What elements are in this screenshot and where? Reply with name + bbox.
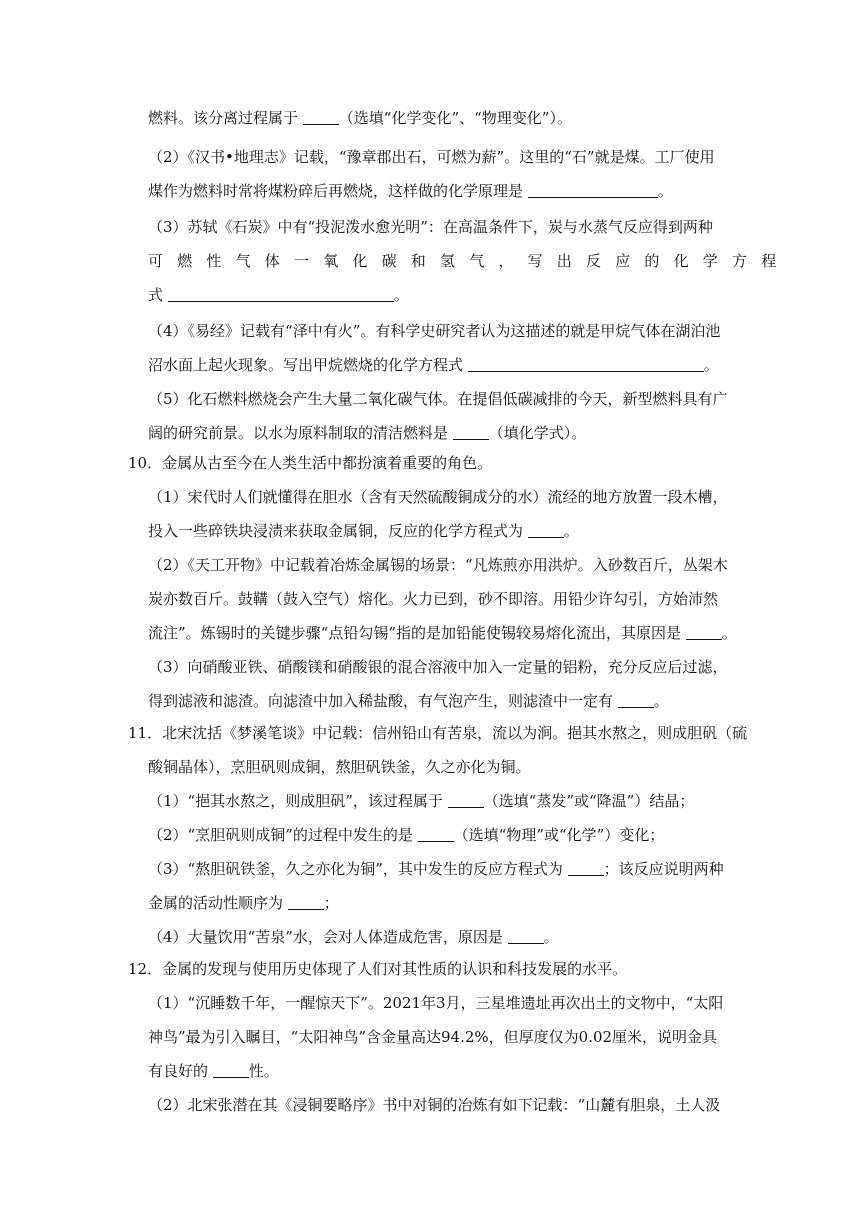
text-line: 金属的活动性顺序为 ； — [148, 894, 339, 912]
text-line: 得到滤液和滤渣。向滤渣中加入稀盐酸，有气泡产生，则滤渣中一定有 。 — [148, 692, 669, 710]
text-line: 炭亦数百斤。鼓鞲（鼓入空气）熔化。火力已到，砂不即溶。用铅少许勾引，方始沛然 — [148, 590, 719, 608]
text-line: 可燃性气体一氧化碳和氢气，写出反应的化学方程 — [148, 252, 791, 270]
text-line: （4）大量饮用“苦泉”水，会对人体造成危害，原因是 。 — [148, 928, 559, 946]
text-line: （1）“沉睡数千年，一醒惊天下”。2021年3月，三星堆遗址再次出土的文物中，“太阳 — [148, 994, 724, 1012]
text-line: （5）化石燃料燃烧会产生大量二氧化碳气体。在提倡低碳减排的今天，新型燃料具有广 — [148, 390, 728, 408]
answer-blank[interactable] — [528, 181, 658, 198]
text-line: （3）“熬胆矾铁釜，久之亦化为铜”，其中发生的反应方程式为 ；该反应说明两种 — [148, 860, 724, 878]
text-line: 煤作为燃料时常将煤粉碎后再燃烧，这样做的化学原理是 。 — [148, 182, 673, 200]
text-line: （2）“烹胆矾则成铜”的过程中发生的是 （选填“物理”或“化学”）变化； — [148, 826, 665, 844]
text-line: 沼水面上起火现象。写出甲烷燃烧的化学方程式 。 — [148, 356, 719, 374]
answer-blank[interactable] — [528, 521, 564, 538]
answer-blank[interactable] — [448, 791, 484, 808]
answer-blank[interactable] — [568, 859, 604, 876]
answer-blank[interactable] — [303, 108, 339, 125]
question-11-stem: 11．北宋沈括《梦溪笔谈》中记载：信州铅山有苦泉，流以为涧。挹其水熬之，则成胆矾（硫 — [128, 724, 748, 742]
text-line: 酸铜晶体），烹胆矾则成铜，熬胆矾铁釜，久之亦化为铜。 — [148, 758, 531, 776]
question-12-stem: 12．金属的发现与使用历史体现了人们对其性质的认识和科技发展的水平。 — [128, 960, 628, 978]
answer-blank[interactable] — [168, 285, 394, 302]
answer-blank[interactable] — [686, 623, 722, 640]
text-line: （2）《天工开物》中记载着冶炼金属锡的场景：“凡炼煎亦用洪炉。入砂数百斤，丛架木 — [148, 556, 728, 574]
answer-blank[interactable] — [213, 1061, 249, 1078]
text-line: 燃料。该分离过程属于 （选填“化学变化”、“物理变化”）。 — [148, 109, 572, 127]
text-line: （2）北宋张潜在其《浸铜要略序》书中对铜的冶炼有如下记载：“山麓有胆泉，土人汲 — [148, 1096, 721, 1114]
text-line: （1）宋代时人们就懂得在胆水（含有天然硫酸铜成分的水）流经的地方放置一段木槽， — [148, 488, 728, 506]
answer-blank[interactable] — [288, 893, 324, 910]
answer-blank[interactable] — [508, 927, 544, 944]
text-line: （3）苏轼《石炭》中有“投泥泼水愈光明”：在高温条件下，炭与水蒸气反应得到两种 — [148, 218, 713, 236]
text-line: 式 。 — [148, 286, 409, 304]
question-10-stem: 10．金属从古至今在人类生活中都扮演着重要的角色。 — [128, 454, 493, 472]
text-line: 神鸟”最为引入瞩目，“太阳神鸟”含金量高达94.2%，但厚度仅为0.02厘米，说明金具 — [148, 1028, 718, 1046]
text-line: 有良好的 性。 — [148, 1062, 279, 1080]
answer-blank[interactable] — [618, 691, 654, 708]
text-line: 投入一些碎铁块浸渍来获取金属铜，反应的化学方程式为 。 — [148, 522, 579, 540]
answer-blank[interactable] — [453, 423, 489, 440]
answer-blank[interactable] — [468, 355, 704, 372]
text-line: （1）“挹其水熬之，则成胆矾”，该过程属于 （选填“蒸发”或“降温”）结晶； — [148, 792, 695, 810]
answer-blank[interactable] — [418, 825, 454, 842]
text-line: 阔的研究前景。以水为原料制取的清洁燃料是 （填化学式）。 — [148, 424, 587, 442]
text-line: 流注”。炼锡时的关键步骤“点铅勾锡”指的是加铅能使锡较易熔化流出，其原因是 。 — [148, 624, 737, 642]
text-line: （4）《易经》记载有“泽中有火”。有科学史研究者认为这描述的就是甲烷气体在湖泊池 — [148, 322, 721, 340]
text-line: （2）《汉书•地理志》记载，“豫章郡出石，可燃为薪”。这里的“石”就是煤。工厂使用 — [148, 148, 715, 166]
text-line: （3）向硝酸亚铁、硝酸镁和硝酸银的混合溶液中加入一定量的铝粉，充分反应后过滤， — [148, 658, 728, 676]
